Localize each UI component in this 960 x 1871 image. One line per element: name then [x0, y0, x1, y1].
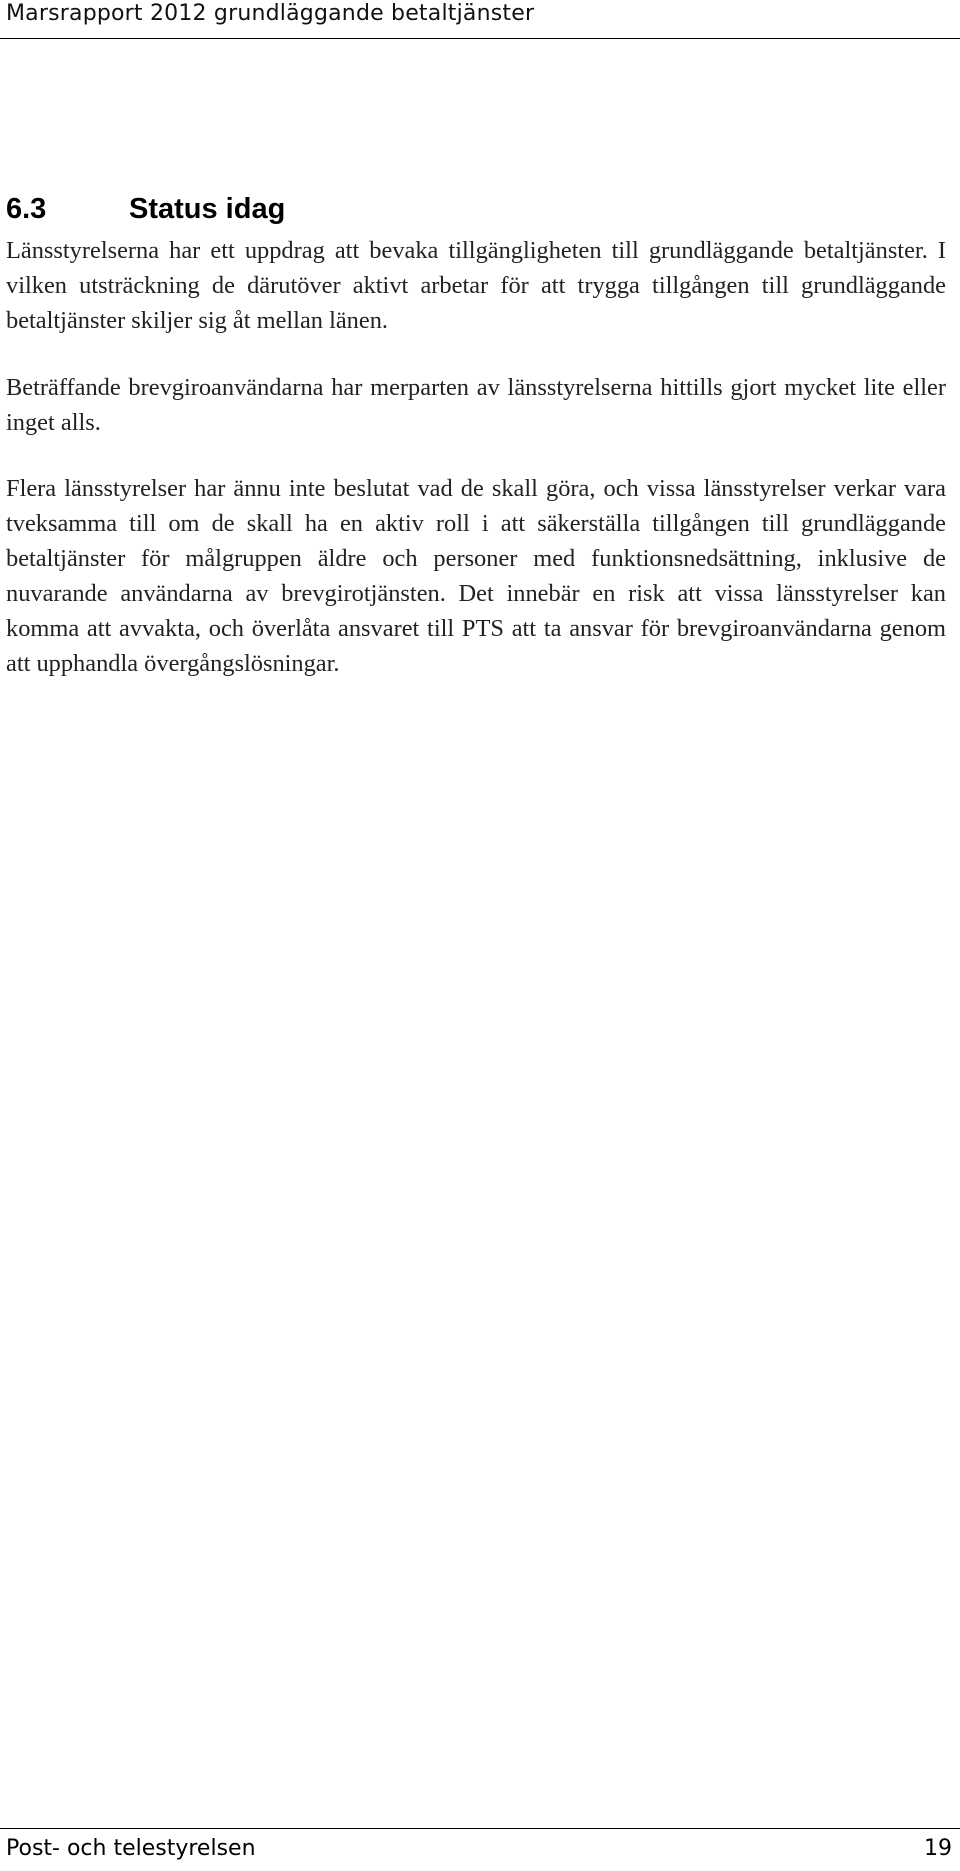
- footer-publisher: Post- och telestyrelsen: [6, 1836, 256, 1861]
- header-divider: [0, 38, 960, 39]
- section-title: Status idag: [129, 193, 286, 225]
- paragraph-1: Länsstyrelserna har ett uppdrag att bevaka tillgängligheten till grundläggande betaltjänster. I vilken utsträckning de därutöver aktivt arbetar för att trygga tillgången till grundläggande betaltjänster skiljer sig åt mellan länen.: [6, 237, 946, 334]
- footer-divider: [0, 1828, 960, 1829]
- section-number: 6.3: [6, 193, 47, 225]
- paragraph-2: Beträffande brevgiroanvändarna har merparten av länsstyrelserna hittills gjort mycket lite eller inget alls.: [6, 374, 946, 436]
- running-header-title: Marsrapport 2012 grundläggande betaltjänster: [6, 1, 535, 26]
- paragraph-3: Flera länsstyrelser har ännu inte beslutat vad de skall göra, och vissa länsstyrelser verkar vara tveksamma till om de skall ha en aktiv roll i att säkerställa tillgången till grundläggande betaltjänster för målgruppen äldre och personer med funktionsnedsättning, inklusive de nuvarande användarna av brevgirotjänsten. Det innebär en risk att vissa länsstyrelser kan komma att avvakta, och överlåta ansvaret till PTS att ta ansvar för brevgiroanvändarna genom att upphandla övergångslösningar.: [6, 475, 946, 677]
- page-number: 19: [924, 1836, 952, 1861]
- section-heading: [6, 191, 285, 227]
